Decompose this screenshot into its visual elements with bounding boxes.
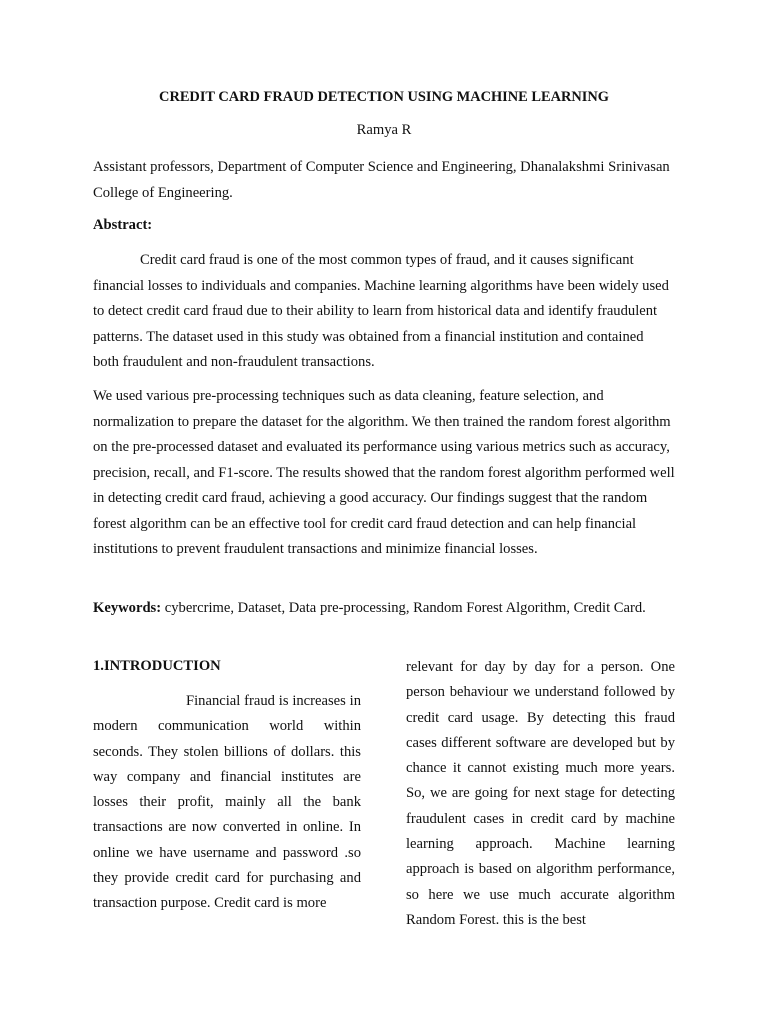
keywords bbox=[93, 596, 653, 622]
keywords-label: Keywords: bbox=[93, 600, 162, 616]
keywords-text: cybercrime, Dataset, Data pre-processing, Random Forest Algorithm, Credit Card. bbox=[161, 600, 646, 616]
author-affiliation: Assistant professors, Department of Computer Science and Engineering, Dhanalakshmi Srinivasan College of Engineering. bbox=[93, 159, 670, 201]
abstract-heading: Abstract: bbox=[93, 217, 153, 233]
abstract-paragraph: We used various pre-processing techniques such as data cleaning, feature selection, and normalization to prepare the dataset for the algorithm. We then trained the random forest algorithm on the pre-processed dataset and evaluated its performance using various metrics such as accuracy, precision, recall, and F1-score. The results showed that the random forest algorithm performed well in detecting credit card fraud, achieving a good accuracy. Our findings suggest that the random forest algorithm can be an effective tool for credit card fraud detection and can help financial institutions to prevent fraudulent transactions and minimize financial losses. bbox=[93, 388, 675, 557]
intro-left-column: Financial fraud is increases in modern communication world within seconds. They stolen billions of dollars. this way company and financial institutes are losses their profit, mainly all the bank transactions are now converted in online. In online we have username and password .so they provide credit card for purchasing and transaction purpose. Credit card is more bbox=[93, 693, 361, 912]
paper-title: CREDIT CARD FRAUD DETECTION USING MACHINE LEARNING bbox=[159, 89, 609, 105]
section-heading: 1.INTRODUCTION bbox=[93, 658, 221, 674]
intro-right-column: relevant for day by day for a person. One person behaviour we understand followed by credit card usage. By detecting this fraud cases different software are developed but by chance it cannot existing much more years. So, we are going for next stage for detecting fraudulent cases in credit card by machine learning approach. Machine learning approach is based on algorithm performance, so here we use much accurate algorithm Random Forest. this is the best bbox=[406, 659, 675, 928]
abstract-paragraph: Credit card fraud is one of the most common types of fraud, and it causes significant financial losses to individuals and companies. Machine learning algorithms have been widely used to detect credit card fraud due to their ability to learn from historical data and identify fraudulent patterns. The dataset used in this study was obtained from a financial institution and contained both fraudulent and non-fraudulent transactions. bbox=[93, 252, 669, 370]
author-name: Ramya R bbox=[356, 122, 412, 138]
